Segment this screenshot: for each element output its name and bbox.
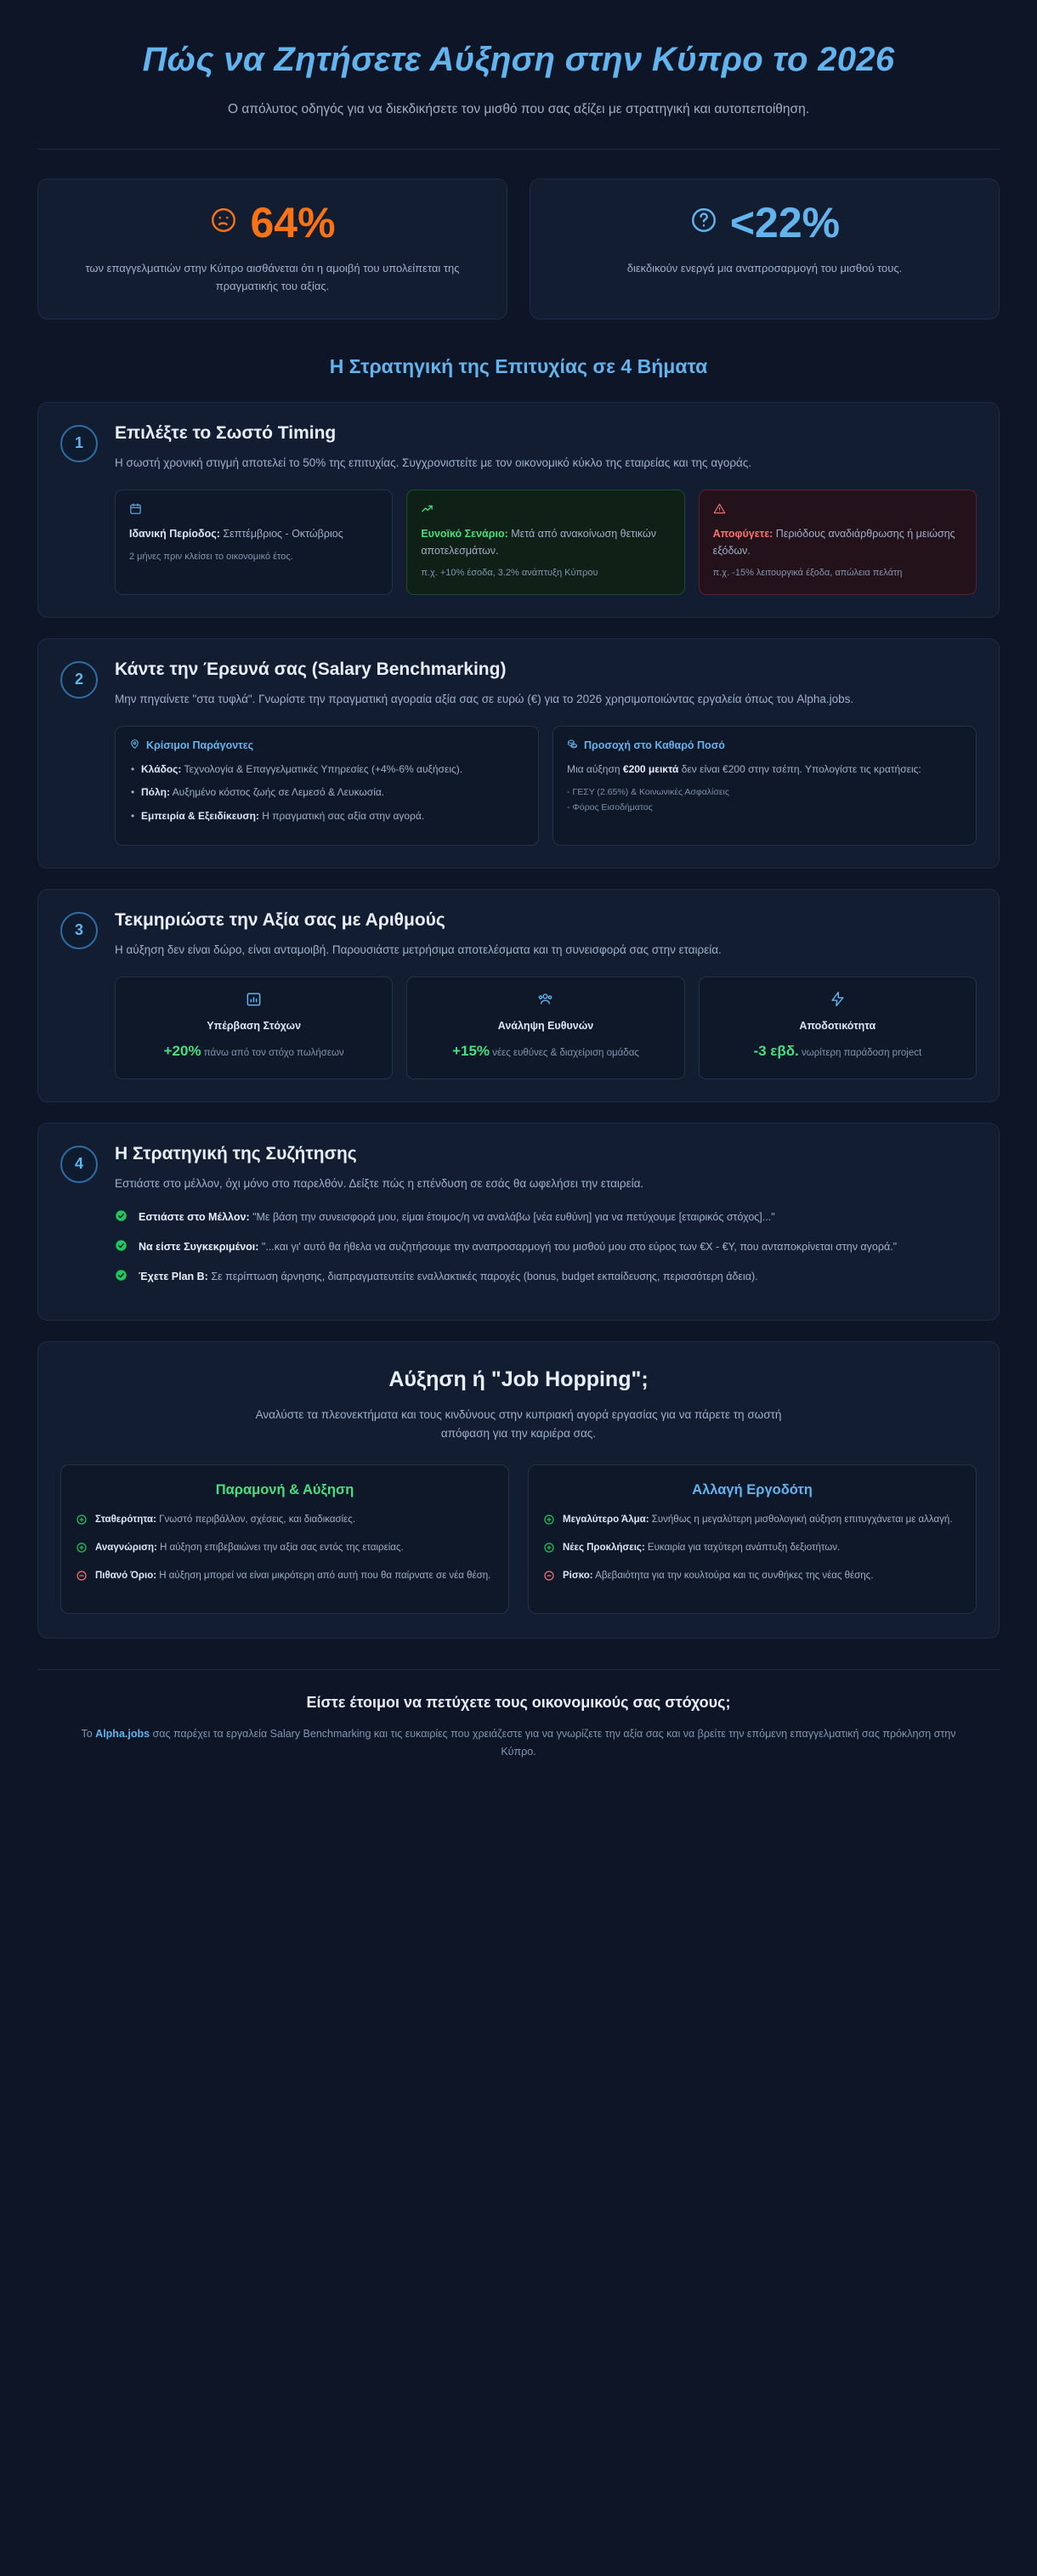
header	[0, 0, 1037, 120]
panel-critical-factors	[115, 726, 539, 846]
question-mark-circle-icon	[689, 206, 718, 239]
stat-card	[37, 178, 507, 320]
stat-description: των επαγγελματιών στην Κύπρο αισθάνεται ότι η αμοιβή του υπολείπεται της πραγματικής του αξίας.	[85, 261, 460, 292]
compare-item	[544, 1540, 960, 1557]
panel-heading: Κρίσιμοι Παράγοντες	[146, 739, 254, 752]
tip-label: Εστιάστε στο Μέλλον:	[139, 1210, 250, 1223]
steps-container	[0, 378, 1037, 1321]
step-description: Η αύξηση δεν είναι δώρο, είναι ανταμοιβή. Παρουσιάστε μετρήσιμα αποτελέσματα και τη συνεισφορά σας στην εταιρεία.	[115, 943, 722, 956]
footer	[0, 1670, 1037, 1762]
minus-circle-icon	[544, 1570, 555, 1585]
tip-label: Έχετε Plan B:	[139, 1270, 208, 1282]
page-title: Πώς να Ζητήσετε Αύξηση στην Κύπρο το 2026	[142, 41, 895, 78]
compare-column-move	[528, 1464, 977, 1614]
step-number-badge: 1	[60, 425, 98, 462]
coins-icon	[567, 739, 578, 752]
plus-circle-icon	[544, 1542, 555, 1557]
deduction-item: - ΓΕΣΥ (2.65%) & Κοινωνικές Ασφαλίσεις	[567, 786, 729, 797]
metric-value: +15%	[452, 1043, 490, 1060]
footer-text-post: σας παρέχει τα εργαλεία Salary Benchmarking και τις ευκαιρίες που χρειάζεστε για να γνωρίζετε την αξία σας και να βρείτε την επόμενη επαγγελματική σας πρόκληση στην Κύπρο.	[150, 1728, 956, 1758]
tip-body: Σε περίπτωση άρνησης, διαπραγματευτείτε εναλλακτικές παροχές (bonus, budget εκπαίδευσης, περισσότερη άδεια).	[207, 1270, 758, 1282]
compare-column-heading: Παραμονή & Αύξηση	[215, 1482, 354, 1498]
step-description: Μην πηγαίνετε "στα τυφλά". Γνωρίστε την πραγματική αγοραία αξία σας σε ευρώ (€) για το 2026 χρησιμοποιώντας εργαλεία όπως του Alpha.jobs.	[115, 692, 854, 705]
list-item	[129, 761, 524, 778]
minus-circle-icon	[76, 1570, 88, 1585]
trending-up-icon	[421, 502, 670, 519]
tip-item	[115, 1238, 977, 1256]
users-icon	[417, 991, 673, 1011]
deductions-list	[567, 785, 962, 816]
calendar-icon	[129, 502, 378, 519]
panel-text-bold: €200 μεικτά	[622, 763, 679, 776]
step-title: Τεκμηριώστε την Αξία σας με Αριθμούς	[115, 909, 445, 930]
panel-text-post: δεν είναι €200 στην τσέπη. Υπολογίστε τις κρατήσεις:	[678, 763, 921, 776]
list-item	[129, 784, 524, 801]
step-card-2	[37, 638, 1000, 869]
compare-column-heading: Αλλαγή Εργοδότη	[692, 1482, 813, 1498]
step-card-3	[37, 889, 1000, 1102]
footer-title: Είστε έτοιμοι να πετύχετε τους οικονομικούς σας στόχους;	[306, 1694, 731, 1712]
step-description: Εστιάστε στο μέλλον, όχι μόνο στο παρελθόν. Δείξτε πώς η επένδυση σε εσάς θα ωφελήσει την εταιρεία.	[115, 1176, 644, 1190]
list-item-label: Πόλη:	[141, 786, 170, 799]
step-title: Η Στρατηγική της Συζήτησης	[115, 1143, 357, 1163]
compare-item-text: Αβεβαιότητα για την κουλτούρα και τις συνθήκες της νέας θέσης.	[592, 1571, 874, 1582]
step-description: Η σωστή χρονική στιγμή αποτελεί το 50% της επιτυχίας. Συγχρονιστείτε με τον οικονομικό κύκλο της εταιρείας και της αγοράς.	[115, 456, 752, 469]
metric-label: Αποδοτικότητα	[799, 1020, 876, 1033]
step-title: Επιλέξτε το Σωστό Timing	[115, 422, 337, 443]
timing-card-note: 2 μήνες πριν κλείσει το οικονομικό έτος.	[129, 551, 293, 562]
timing-card-label: Ιδανική Περίοδος:	[129, 528, 220, 541]
compare-subtitle: Αναλύστε τα πλεονεκτήματα και τους κινδύνους στην κυπριακή αγορά εργασίας για να πάρετε τη σωστή απόφαση για την καριέρα σας.	[255, 1407, 782, 1440]
stats-row	[0, 150, 1037, 320]
step-number-badge: 2	[60, 661, 98, 699]
metric-note: νέες ευθύνες & διαχείριση ομάδας	[490, 1048, 639, 1059]
tip-item	[115, 1209, 977, 1226]
deduction-item: - Φόρος Εισοδήματος	[567, 801, 653, 812]
metric-card	[115, 977, 393, 1079]
stat-value: 64%	[250, 198, 336, 246]
step-title: Κάντε την Έρευνά σας (Salary Benchmarking)	[115, 659, 507, 679]
list-item	[129, 808, 524, 824]
metric-card	[699, 977, 977, 1079]
footer-text-pre: Το	[81, 1728, 96, 1741]
stat-description: διεκδικούν ενεργά μια αναπροσαρμογή του μισθού τους.	[626, 261, 903, 275]
list-item-label: Κλάδος:	[141, 763, 182, 776]
panel-text	[567, 761, 962, 778]
stat-value: <22%	[729, 198, 841, 246]
compare-item	[76, 1512, 493, 1529]
panel-heading: Προσοχή στο Καθαρό Ποσό	[584, 739, 725, 752]
metric-value: +20%	[163, 1043, 201, 1060]
list-item-text: Αυξημένο κόστος ζωής σε Λεμεσό & Λευκωσία.	[170, 786, 385, 799]
timing-card-note: π.χ. +10% έσοδα, 3.2% ανάπτυξη Κύπρου	[421, 567, 598, 578]
step-card-4	[37, 1123, 1000, 1321]
timing-card-favorable	[406, 490, 684, 595]
compare-item	[544, 1568, 960, 1585]
frowning-face-icon	[209, 206, 238, 239]
check-circle-icon	[115, 1269, 129, 1286]
check-circle-icon	[115, 1239, 129, 1256]
step-card-1	[37, 402, 1000, 618]
tip-label: Να είστε Συγκεκριμένοι:	[139, 1240, 259, 1253]
timing-card-ideal	[115, 490, 393, 595]
compare-title: Αύξηση ή "Job Hopping";	[388, 1367, 649, 1391]
plus-circle-icon	[76, 1542, 88, 1557]
timing-card-note: π.χ. -15% λειτουργικά έξοδα, απώλεια πελάτη	[712, 567, 903, 578]
compare-item	[76, 1540, 493, 1557]
plus-circle-icon	[76, 1514, 88, 1529]
metric-label: Υπέρβαση Στόχων	[207, 1020, 302, 1033]
brand-name[interactable]: Alpha.jobs	[95, 1728, 150, 1741]
list-item-text: Η πραγματική σας αξία στην αγορά.	[258, 809, 425, 822]
plus-circle-icon	[544, 1514, 555, 1529]
compare-item-text: Η αύξηση μπορεί να είναι μικρότερη από αυτή που θα παίρνατε σε νέα θέση.	[156, 1571, 491, 1582]
check-circle-icon	[115, 1209, 129, 1226]
compare-item-label: Πιθανό Όριο:	[95, 1571, 157, 1582]
footer-text	[76, 1725, 960, 1762]
step-number-badge: 3	[60, 912, 98, 949]
panel-net-amount	[552, 726, 977, 846]
timing-card-value: Μετά από ανακοίνωση θετικών αποτελεσμάτων.	[421, 528, 656, 557]
compare-item	[544, 1512, 960, 1529]
compare-item-label: Αναγνώριση:	[95, 1543, 157, 1554]
panel-text-pre: Μια αύξηση	[567, 763, 623, 776]
timing-card-value: Σεπτέμβριος - Οκτώβριος	[219, 528, 343, 541]
timing-card-avoid	[699, 490, 977, 595]
page-subtitle: Ο απόλυτος οδηγός για να διεκδικήσετε τον μισθό που σας αξίζει με στρατηγική και αυτοπεποίθηση.	[228, 101, 809, 116]
map-pin-icon	[129, 739, 140, 752]
timing-card-label: Αποφύγετε:	[712, 528, 774, 541]
research-panels	[115, 726, 977, 846]
tip-body: "Με βάση την συνεισφορά μου, είμαι έτοιμος/η να αναλάβω [νέα ευθύνη] για να πετύχουμε [εταιρικός στόχος]..."	[249, 1210, 775, 1223]
metric-label: Ανάληψη Ευθυνών	[497, 1020, 594, 1033]
tip-item	[115, 1268, 977, 1286]
compare-item-text: Γνωστό περιβάλλον, σχέσεις, και διαδικασίες.	[156, 1514, 356, 1526]
list-item-label: Εμπειρία & Εξειδίκευση:	[141, 809, 259, 822]
section-heading: Η Στρατηγική της Επιτυχίας σε 4 Βήματα	[329, 354, 708, 377]
compare-item-label: Ρίσκο:	[563, 1571, 593, 1582]
step-number-badge: 4	[60, 1146, 98, 1183]
timing-cards	[115, 490, 977, 595]
lightning-icon	[710, 991, 966, 1011]
metric-note: πάνω από τον στόχο πωλήσεων	[201, 1048, 344, 1059]
tips-list	[115, 1209, 977, 1286]
timing-card-label: Ευνοϊκό Σενάριο:	[421, 528, 508, 541]
compare-item	[76, 1568, 493, 1585]
compare-item-text: Η αύξηση επιβεβαιώνει την αξία σας εντός της εταιρείας.	[156, 1543, 404, 1554]
compare-item-label: Νέες Προκλήσεις:	[563, 1543, 645, 1554]
compare-item-text: Συνήθως η μεγαλύτερη μισθολογική αύξηση επιτυγχάνεται με αλλαγή.	[649, 1514, 953, 1526]
metric-card	[406, 977, 684, 1079]
timing-card-value: Περιόδους αναδιάρθρωσης ή μειώσης εξόδων.	[712, 528, 955, 557]
bar-chart-icon	[126, 991, 382, 1011]
compare-section	[37, 1341, 1000, 1639]
stat-card	[530, 178, 1000, 320]
compare-item-label: Σταθερότητα:	[95, 1514, 156, 1526]
metric-value: -3 εβδ.	[753, 1043, 799, 1060]
metric-note: νωρίτερη παράδοση project	[798, 1048, 922, 1059]
compare-item-text: Ευκαιρία για ταχύτερη ανάπτυξη δεξιοτήτων.	[644, 1543, 841, 1554]
warning-triangle-icon	[713, 502, 962, 519]
compare-column-stay	[60, 1464, 509, 1614]
list-item-text: Τεχνολογία & Επαγγελματικές Υπηρεσίες (+4%-6% αυξήσεις).	[181, 763, 463, 776]
tip-body: "...και γι' αυτό θα ήθελα να συζητήσουμε την αναπροσαρμογή του μισθού μου στο εύρος των €X - €Y, που ανταποκρίνεται στην αγορά."	[258, 1240, 898, 1253]
compare-item-label: Μεγαλύτερο Άλμα:	[563, 1514, 649, 1526]
metrics-row	[115, 977, 977, 1079]
